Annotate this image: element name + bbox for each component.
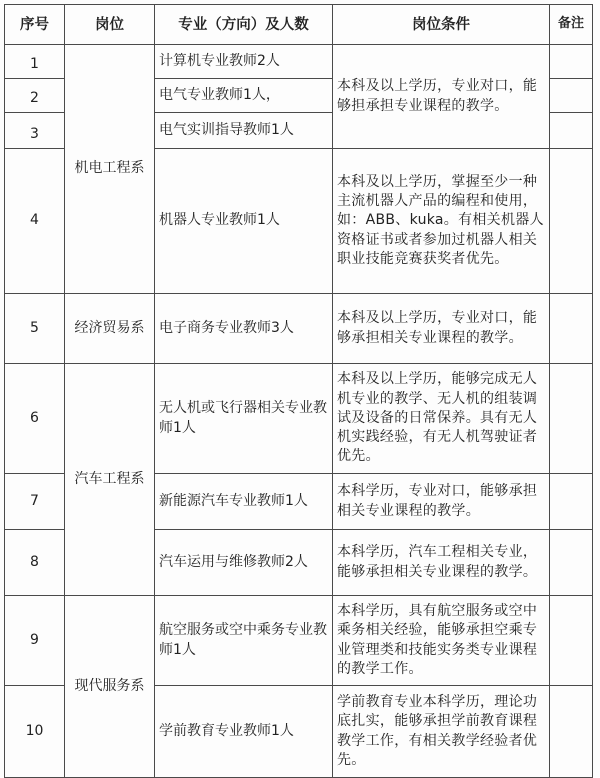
requirements-cell: 本科及以上学历，掌握至少一种主流机器人产品的编程和使用，如：ABB、kuka。有相关机器人资格证书或者参加过机器人相关职业技能竞赛获奖者优先。 [333,149,550,294]
header-position: 岗位 [65,5,155,45]
table-row [5,364,593,474]
note-cell [550,294,593,364]
header-note: 备注 [550,5,593,45]
requirements-cell: 本科学历，具有航空服务或空中乘务相关经验，能够承担空乘专业管理类和技能实务类专业课程的教学工作。 [333,596,550,686]
requirements-cell: 本科及以上学历，专业对口，能够担承担专业课程的教学。 [333,45,550,149]
header-seq: 序号 [5,5,65,45]
row-number: 10 [5,686,65,778]
major-cell: 电气实训指导教师1人 [155,113,333,149]
requirements-cell: 本科学历，专业对口，能够承担相关专业课程的教学。 [333,474,550,530]
note-cell [550,530,593,596]
header-row [5,5,593,45]
row-number: 8 [5,530,65,596]
major-cell: 电气专业教师1人， [155,79,333,113]
note-cell [550,45,593,79]
major-cell: 计算机专业教师2人 [155,45,333,79]
department-cell: 机电工程系 [65,45,155,294]
row-number: 2 [5,79,65,113]
note-cell [550,686,593,778]
row-number: 6 [5,364,65,474]
requirements-cell: 本科学历，汽车工程相关专业，能够承担相关专业课程的教学。 [333,530,550,596]
note-cell [550,113,593,149]
department-cell: 经济贸易系 [65,294,155,364]
note-cell [550,364,593,474]
major-cell: 学前教育专业教师1人 [155,686,333,778]
requirements-cell: 本科及以上学历，专业对口，能够承担相关专业课程的教学。 [333,294,550,364]
note-cell [550,79,593,113]
header-major: 专业（方向）及人数 [155,5,333,45]
major-cell: 汽车运用与维修教师2人 [155,530,333,596]
note-cell [550,149,593,294]
row-number: 7 [5,474,65,530]
row-number: 1 [5,45,65,79]
note-cell [550,474,593,530]
recruitment-table [4,4,593,778]
row-number: 9 [5,596,65,686]
requirements-cell: 学前教育专业本科学历，理论功底扎实，能够承担学前教育课程教学工作，有相关教学经验者优先。 [333,686,550,778]
row-number: 3 [5,113,65,149]
row-number: 5 [5,294,65,364]
header-requirements: 岗位条件 [333,5,550,45]
requirements-cell: 本科及以上学历，能够完成无人机专业的教学、无人机的组装调试及设备的日常保养。具有无人机实践经验，有无人机驾驶证者优先。 [333,364,550,474]
major-cell: 航空服务或空中乘务专业教师1人 [155,596,333,686]
major-cell: 无人机或飞行器相关专业教师1人 [155,364,333,474]
table-row [5,596,593,686]
department-cell: 汽车工程系 [65,364,155,596]
table-row [5,45,593,79]
major-cell: 电子商务专业教师3人 [155,294,333,364]
department-cell: 现代服务系 [65,596,155,778]
row-number: 4 [5,149,65,294]
major-cell: 机器人专业教师1人 [155,149,333,294]
table-row [5,294,593,364]
major-cell: 新能源汽车专业教师1人 [155,474,333,530]
note-cell [550,596,593,686]
